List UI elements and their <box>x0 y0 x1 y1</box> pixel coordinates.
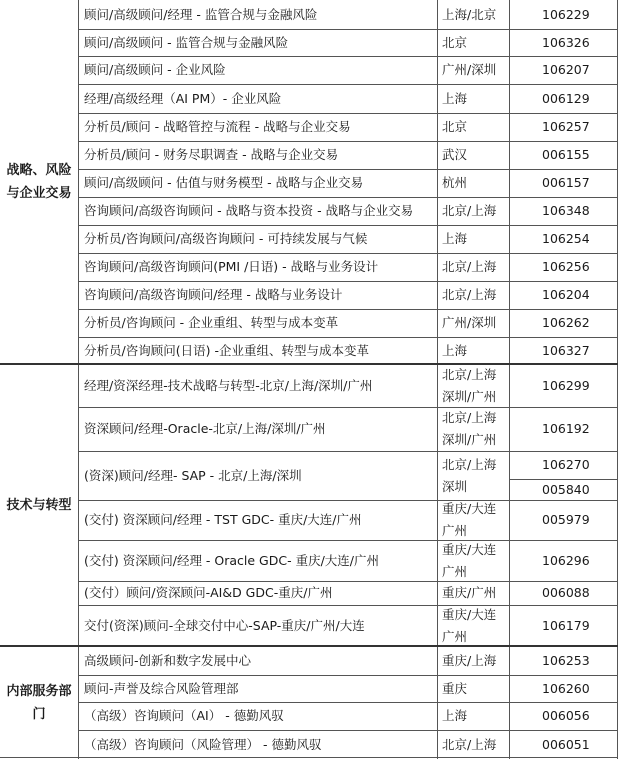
job-location: 深圳 <box>442 478 468 494</box>
row-divider <box>78 56 618 57</box>
job-location: 北京/上海 <box>442 366 497 382</box>
job-location: 武汉 <box>442 147 468 162</box>
row-divider <box>78 407 618 408</box>
job-location: 深圳/广州 <box>442 432 497 447</box>
row-divider <box>78 113 618 114</box>
section-category-line: 技术与转型 <box>6 497 72 513</box>
job-location: 北京 <box>442 34 468 50</box>
job-code: 106262 <box>542 315 590 330</box>
job-position[interactable]: 分析员/咨询顾问(日语) -企业重组、转型与成本变革 <box>84 342 369 358</box>
job-location: 重庆 <box>442 680 468 696</box>
job-code: 106207 <box>542 62 590 77</box>
job-code: 106260 <box>542 680 590 696</box>
section-divider <box>0 645 618 647</box>
job-position[interactable]: 经理/高级经理（AI PM）- 企业风险 <box>84 90 282 106</box>
job-code: 106257 <box>542 119 590 134</box>
table-bottom-border <box>0 757 618 758</box>
job-code: 006051 <box>542 736 590 752</box>
section-category-line: 门 <box>32 706 46 722</box>
job-location: 上海 <box>442 708 468 723</box>
job-code: 106327 <box>542 342 590 358</box>
job-location: 重庆/大连 <box>442 606 497 622</box>
job-location: 重庆/大连 <box>442 501 497 516</box>
job-position[interactable]: 分析员/顾问 - 财务尽职调查 - 战略与企业交易 <box>84 147 339 162</box>
section-category <box>0 680 78 726</box>
job-position[interactable]: 分析员/咨询顾问/高级咨询顾问 - 可持续发展与气候 <box>84 231 368 246</box>
job-code: 106179 <box>542 617 590 633</box>
job-position[interactable]: (交付) 资深顾问/经理 - Oracle GDC- 重庆/大连/广州 <box>84 552 379 568</box>
row-divider <box>78 309 618 310</box>
job-position[interactable]: （高级）咨询顾问（AI） - 德勤风驭 <box>84 708 284 723</box>
job-location: 广州/深圳 <box>442 62 497 77</box>
job-code: 006056 <box>542 708 590 723</box>
job-location: 广州 <box>442 523 468 538</box>
job-position[interactable]: 顾问-声誉及综合风险管理部 <box>84 680 239 696</box>
job-position[interactable]: 高级顾问-创新和数字发展中心 <box>84 652 252 668</box>
job-code: 006155 <box>542 147 590 162</box>
job-position[interactable]: 交付(资深)顾问-全球交付中心-SAP-重庆/广州/大连 <box>84 617 365 633</box>
row-divider <box>78 337 618 338</box>
job-code: 106348 <box>542 203 590 218</box>
job-position[interactable]: 分析员/咨询顾问 - 企业重组、转型与成本变革 <box>84 315 339 330</box>
job-location: 上海/北京 <box>442 6 497 22</box>
job-location: 重庆/上海 <box>442 652 497 668</box>
job-location: 北京/上海 <box>442 259 497 274</box>
job-code: 106192 <box>542 421 590 436</box>
row-divider <box>78 702 618 703</box>
job-location: 上海 <box>442 342 468 358</box>
job-code: 106253 <box>542 652 590 668</box>
job-location: 北京/上海 <box>442 456 497 472</box>
section-category-line: 战略、风险 <box>6 163 72 178</box>
job-position[interactable]: 顾问/高级顾问 - 监管合规与金融风险 <box>84 34 289 50</box>
job-code: 006157 <box>542 175 590 190</box>
job-location: 深圳/广州 <box>442 388 497 404</box>
job-code: 106326 <box>542 34 590 50</box>
job-position[interactable]: (资深)顾问/经理- SAP - 北京/上海/深圳 <box>84 467 302 483</box>
row-divider <box>78 605 618 606</box>
job-code: 005979 <box>542 512 590 527</box>
job-code: 005840 <box>542 481 590 497</box>
job-code: 106229 <box>542 6 590 22</box>
job-position[interactable]: (交付) 资深顾问/经理 - TST GDC- 重庆/大连/广州 <box>84 512 362 527</box>
job-position[interactable]: 经理/资深经理-技术战略与转型-北京/上海/深圳/广州 <box>84 377 373 393</box>
row-divider <box>78 451 618 452</box>
row-divider <box>78 169 618 170</box>
job-code: 106254 <box>542 231 590 246</box>
row-divider <box>78 197 618 198</box>
job-location: 北京/上海 <box>442 736 497 752</box>
row-divider <box>78 225 618 226</box>
section-divider <box>0 363 618 365</box>
job-location: 北京 <box>442 119 468 134</box>
job-code: 106270 <box>542 457 590 472</box>
job-position[interactable]: (交付）顾问/资深顾问-AI&D GDC-重庆/广州 <box>84 585 333 600</box>
row-divider <box>78 29 618 30</box>
section-category <box>0 159 78 205</box>
job-code: 106296 <box>542 552 590 568</box>
job-location: 北京/上海 <box>442 203 497 218</box>
job-code: 106299 <box>542 377 590 393</box>
job-location: 重庆/广州 <box>442 585 497 600</box>
row-divider <box>78 675 618 676</box>
job-location: 广州/深圳 <box>442 315 497 330</box>
section-category-line: 与企业交易 <box>6 186 72 201</box>
row-divider <box>78 141 618 142</box>
job-position[interactable]: 咨询顾问/高级咨询顾问/经理 - 战略与业务设计 <box>84 287 343 302</box>
job-location: 重庆/大连 <box>442 541 497 557</box>
row-divider <box>78 540 618 541</box>
job-location: 上海 <box>442 90 468 106</box>
job-position[interactable]: 资深顾问/经理-Oracle-北京/上海/深圳/广州 <box>84 421 326 436</box>
job-position[interactable]: 顾问/高级顾问/经理 - 监管合规与金融风险 <box>84 6 318 22</box>
section-category <box>0 494 78 517</box>
job-position[interactable]: 分析员/顾问 - 战略管控与流程 - 战略与企业交易 <box>84 119 351 134</box>
job-position[interactable]: 顾问/高级顾问 - 估值与财务模型 - 战略与企业交易 <box>84 175 364 190</box>
job-position[interactable]: 咨询顾问/高级咨询顾问(PMI /日语) - 战略与业务设计 <box>84 259 379 274</box>
row-divider <box>78 500 618 501</box>
job-location: 北京/上海 <box>442 287 497 302</box>
job-location: 上海 <box>442 231 468 246</box>
row-divider <box>78 84 618 85</box>
job-position[interactable]: （高级）咨询顾问（风险管理） - 德勤风驭 <box>84 736 322 752</box>
job-code: 006088 <box>542 585 590 600</box>
job-position[interactable]: 咨询顾问/高级咨询顾问 - 战略与资本投资 - 战略与企业交易 <box>84 203 414 218</box>
job-location: 杭州 <box>442 175 468 190</box>
job-position[interactable]: 顾问/高级顾问 - 企业风险 <box>84 62 226 77</box>
job-code: 106204 <box>542 287 590 302</box>
section-category-line: 内部服务部 <box>6 683 72 699</box>
job-location: 北京/上海 <box>442 410 497 425</box>
job-location: 广州 <box>442 628 468 644</box>
row-divider <box>78 730 618 731</box>
job-location: 广州 <box>442 563 468 579</box>
row-divider <box>78 281 618 282</box>
job-code: 006129 <box>542 90 590 106</box>
job-code: 106256 <box>542 259 590 274</box>
row-divider <box>78 253 618 254</box>
